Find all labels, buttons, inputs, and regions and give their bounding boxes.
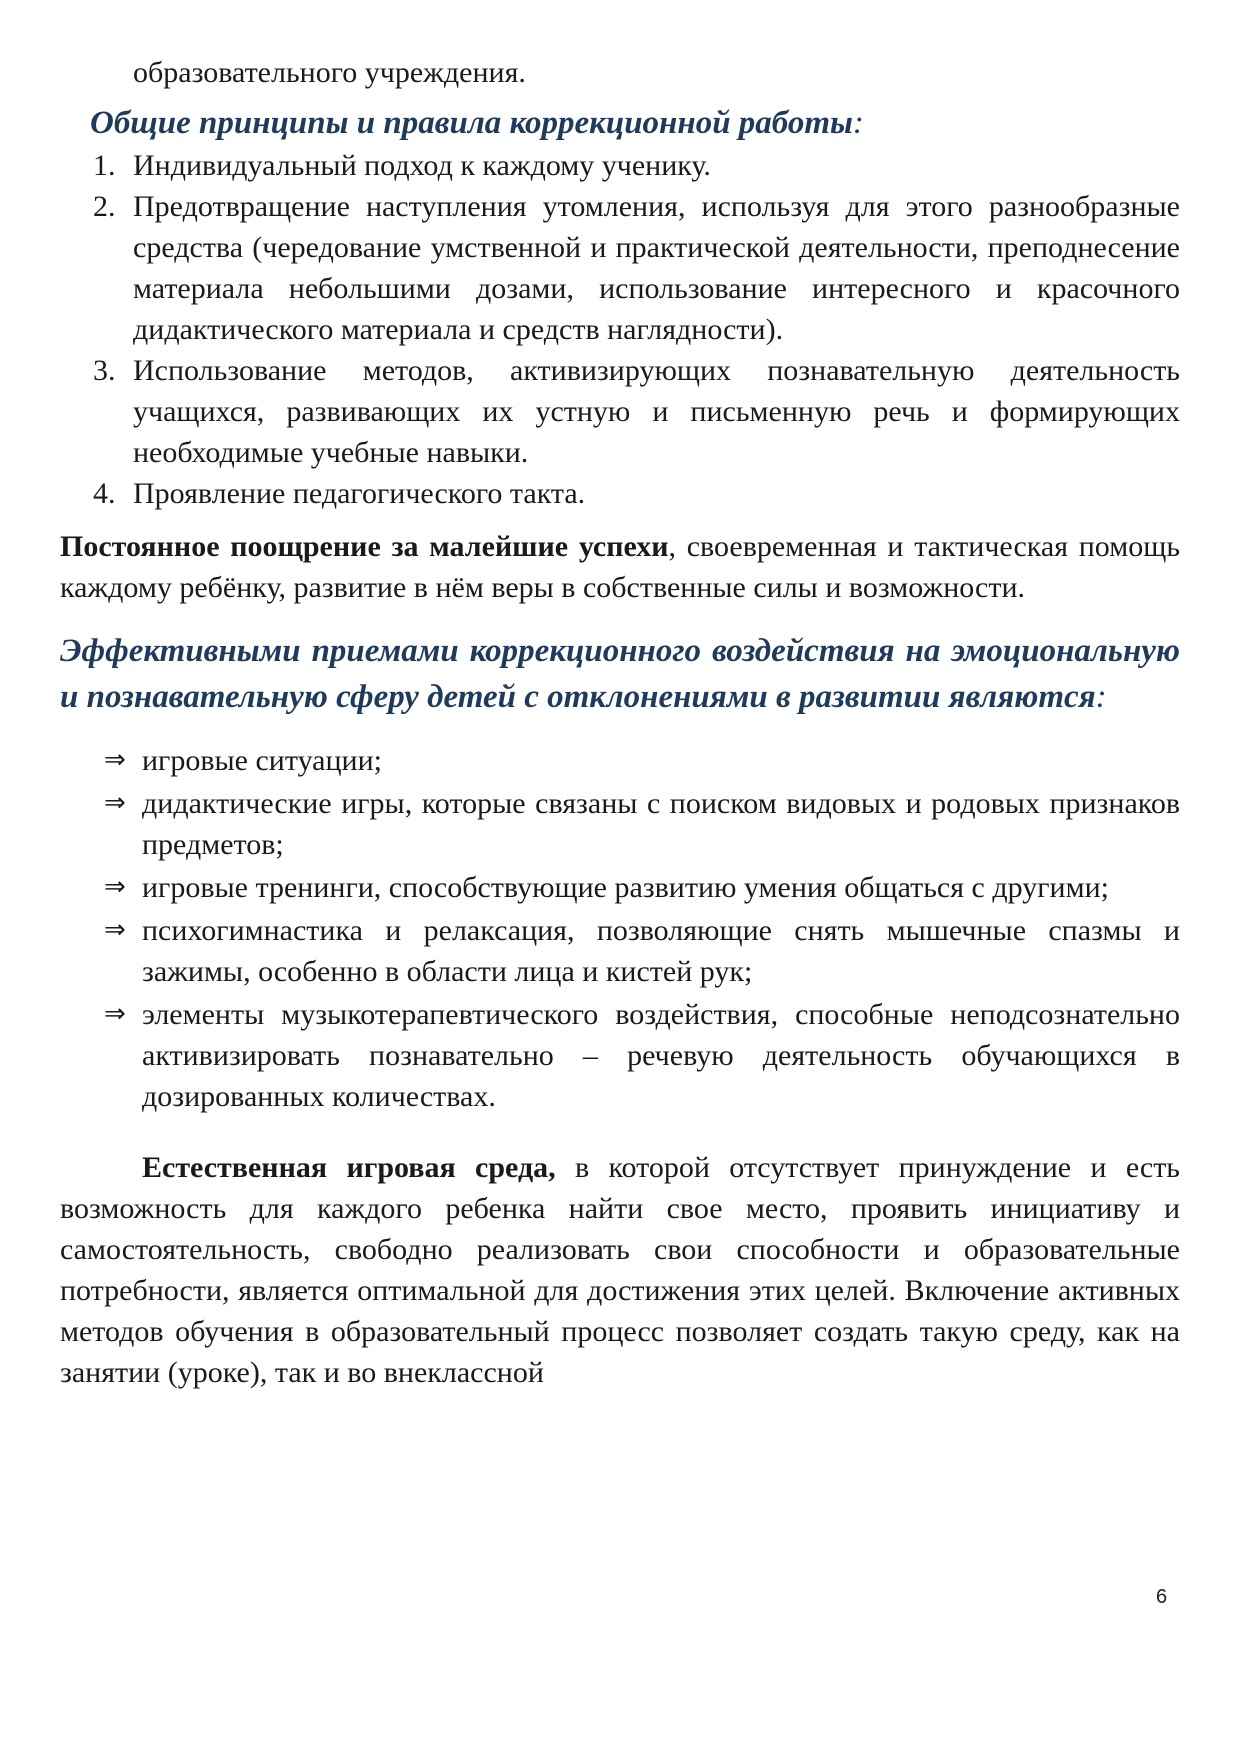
technique-text: игровые ситуации; [142, 744, 382, 777]
natural-environment-paragraph [60, 1147, 1180, 1393]
principle-text: Предотвращение наступления утомления, используя для этого разнообразные средства (чередование умственной и практической деятельности, преподнесение материала небольшими дозами, использование интересного и красочного дидактического материала и средств наглядности). [133, 190, 1180, 346]
technique-text: дидактические игры, которые связаны с поиском видовых и родовых признаков предметов; [142, 787, 1180, 861]
right-double-arrow-icon: ⇒ [104, 788, 126, 818]
technique-item [60, 783, 1180, 865]
right-double-arrow-icon: ⇒ [104, 999, 126, 1029]
techniques-list [60, 740, 1180, 1117]
technique-item [60, 910, 1180, 992]
natural-rest: в которой отсутствует принуждение и есть возможность для каждого ребенка найти свое место, проявить инициативу и самостоятельность, свободно реализовать свои способности и образовательные потребности, является оптимальной для достижения этих целей. Включение активных методов обучения в образовательный процесс позволяет создать такую среду, как на занятии (уроке), так и во внеклассной [60, 1151, 1180, 1389]
techniques-heading-text: Эффективными приемами коррекционного воздействия на эмоциональную и познавательную сферу детей с отклонениями в развитии являются [60, 633, 1180, 715]
principle-text: Индивидуальный подход к каждому ученику. [133, 149, 711, 182]
right-double-arrow-icon: ⇒ [104, 745, 126, 775]
principles-heading-text: Общие принципы и правила коррекционной работы [90, 105, 853, 141]
principles-heading [60, 101, 1180, 145]
principle-text: Использование методов, активизирующих познавательную деятельность учащихся, развивающих их устную и письменную речь и формирующих необходимые учебные навыки. [133, 354, 1180, 469]
techniques-heading [60, 628, 1180, 720]
principle-number: 1. [93, 149, 116, 182]
technique-item [60, 994, 1180, 1117]
technique-item [60, 740, 1180, 781]
document-page [60, 52, 1180, 1393]
principle-number: 2. [93, 190, 116, 223]
technique-text: игровые тренинги, способствующие развитию умения общаться с другими; [142, 871, 1109, 904]
principle-number: 3. [93, 354, 116, 387]
principles-list [60, 145, 1180, 514]
principle-item [60, 186, 1180, 350]
praise-bold: Постоянное поощрение за малейшие успехи [60, 530, 669, 563]
techniques-heading-colon: : [1095, 679, 1107, 715]
principle-item [60, 145, 1180, 186]
principle-item [60, 473, 1180, 514]
principles-heading-colon: : [852, 105, 864, 141]
praise-rest: , своевременная и тактическая помощь каждому ребёнку, развитие в нём веры в собственные силы и возможности. [60, 530, 1181, 604]
natural-bold: Естественная игровая среда, [142, 1151, 556, 1184]
technique-item [60, 867, 1180, 908]
principle-text: Проявление педагогического такта. [133, 477, 586, 510]
praise-paragraph [60, 526, 1180, 608]
technique-text: элементы музыкотерапевтического воздействия, способные неподсознательно активизировать познавательно – речевую деятельность обучающихся в дозированных количествах. [142, 998, 1180, 1113]
page-number: 6 [1156, 1586, 1168, 1608]
right-double-arrow-icon: ⇒ [104, 915, 126, 945]
right-double-arrow-icon: ⇒ [104, 872, 126, 902]
continued-line: образовательного учреждения. [133, 56, 526, 89]
principle-item [60, 350, 1180, 473]
technique-text: психогимнастика и релаксация, позволяющие снять мышечные спазмы и зажимы, особенно в области лица и кистей рук; [142, 914, 1180, 988]
principle-number: 4. [93, 477, 116, 510]
